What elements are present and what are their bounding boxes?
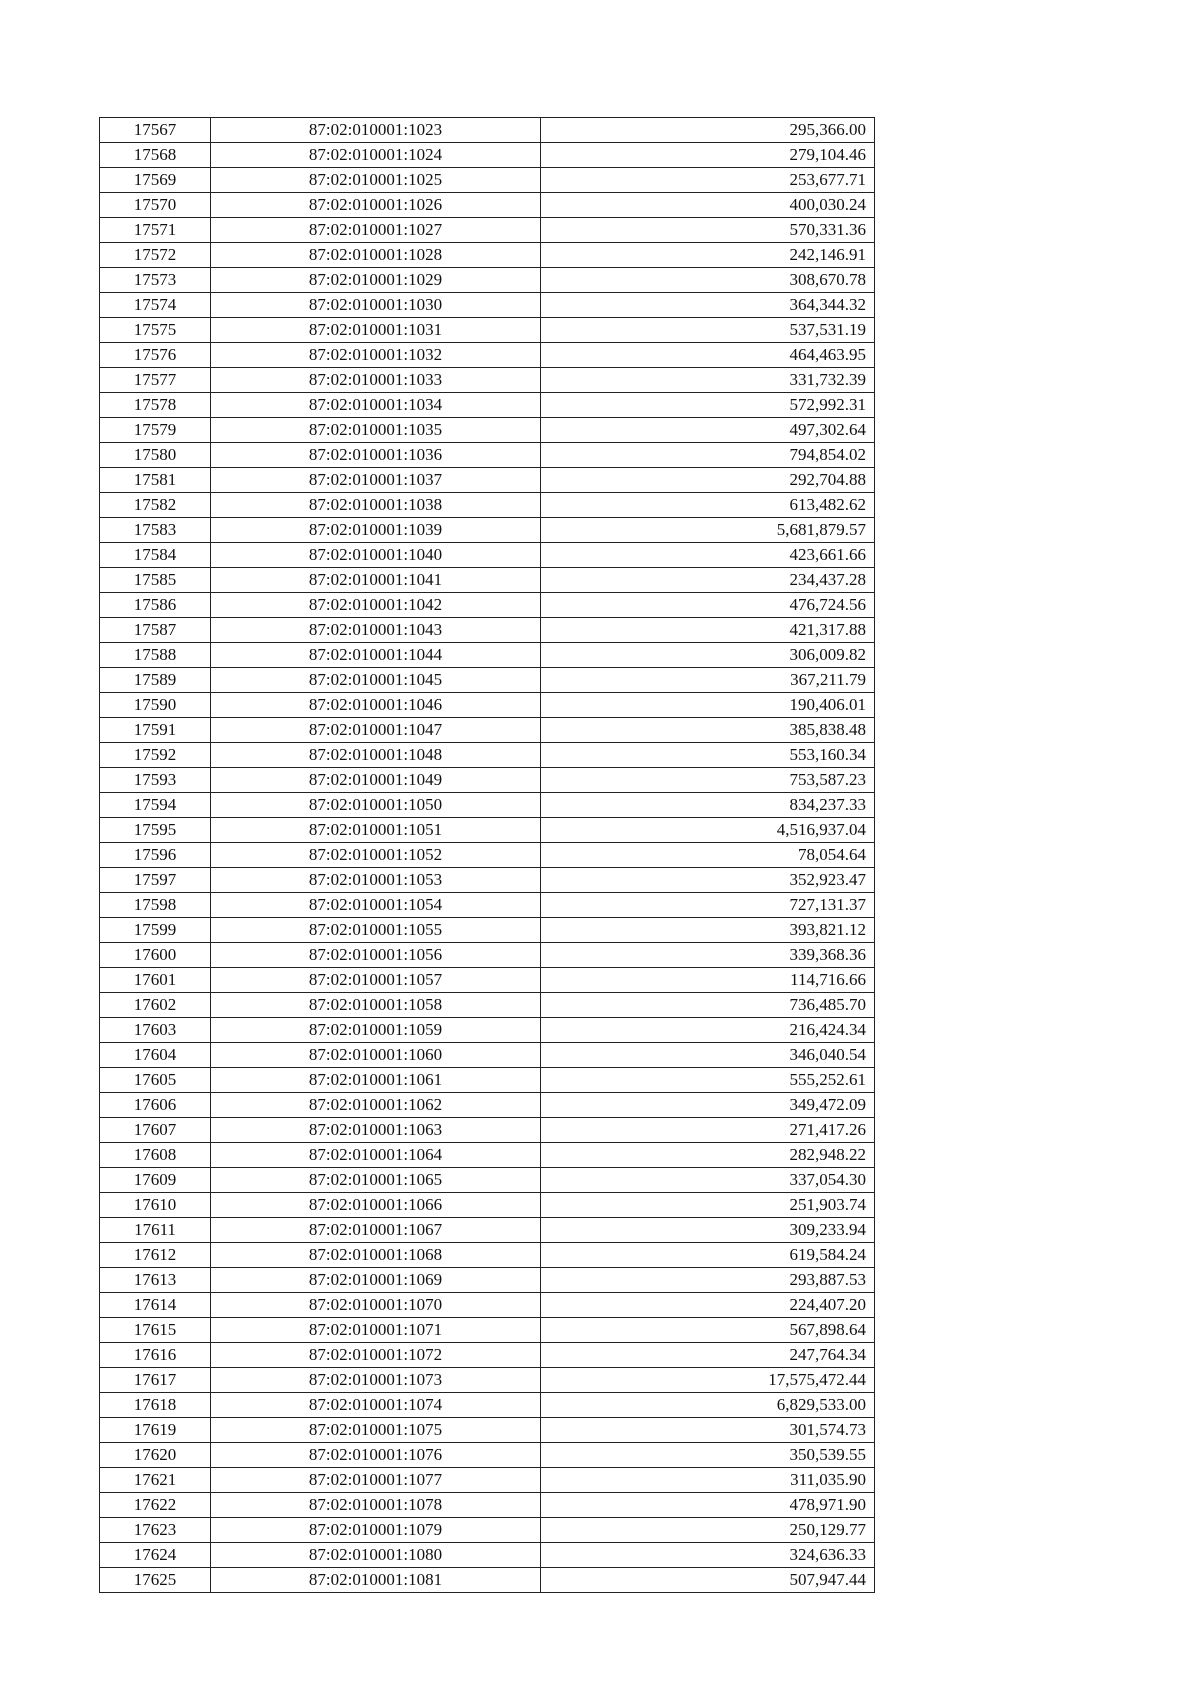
table-row [100,418,875,443]
cadastral-value-cell: 753,587.23 [541,768,875,793]
row-number-cell: 17578 [100,393,211,418]
table-row [100,868,875,893]
cadastral-number-cell: 87:02:010001:1059 [211,1018,541,1043]
table-row [100,443,875,468]
row-number-cell: 17611 [100,1218,211,1243]
row-number-cell: 17599 [100,918,211,943]
cadastral-value-cell: 367,211.79 [541,668,875,693]
table-row [100,1493,875,1518]
cadastral-number-cell: 87:02:010001:1033 [211,368,541,393]
cadastral-number-cell: 87:02:010001:1074 [211,1393,541,1418]
table-row [100,643,875,668]
cadastral-value-cell: 279,104.46 [541,143,875,168]
row-number-cell: 17570 [100,193,211,218]
table-row [100,318,875,343]
row-number-cell: 17614 [100,1293,211,1318]
row-number-cell: 17606 [100,1093,211,1118]
cadastral-value-cell: 216,424.34 [541,1018,875,1043]
cadastral-number-cell: 87:02:010001:1052 [211,843,541,868]
cadastral-number-cell: 87:02:010001:1054 [211,893,541,918]
cadastral-value-cell: 350,539.55 [541,1443,875,1468]
table-row [100,368,875,393]
cadastral-value-cell: 400,030.24 [541,193,875,218]
cadastral-number-cell: 87:02:010001:1041 [211,568,541,593]
cadastral-value-cell: 282,948.22 [541,1143,875,1168]
table-row [100,1018,875,1043]
cadastral-value-cell: 224,407.20 [541,1293,875,1318]
cadastral-value-cell: 253,677.71 [541,168,875,193]
table-row [100,1443,875,1468]
cadastral-number-cell: 87:02:010001:1030 [211,293,541,318]
row-number-cell: 17572 [100,243,211,268]
cadastral-number-cell: 87:02:010001:1076 [211,1443,541,1468]
table-row [100,1468,875,1493]
cadastral-number-cell: 87:02:010001:1067 [211,1218,541,1243]
row-number-cell: 17592 [100,743,211,768]
row-number-cell: 17620 [100,1443,211,1468]
row-number-cell: 17609 [100,1168,211,1193]
cadastral-number-cell: 87:02:010001:1034 [211,393,541,418]
row-number-cell: 17574 [100,293,211,318]
table-row [100,793,875,818]
table-row [100,243,875,268]
table-row [100,1268,875,1293]
cadastral-number-cell: 87:02:010001:1039 [211,518,541,543]
cadastral-number-cell: 87:02:010001:1062 [211,1093,541,1118]
cadastral-value-cell: 567,898.64 [541,1318,875,1343]
table-row [100,1218,875,1243]
table-row [100,593,875,618]
cadastral-value-cell: 306,009.82 [541,643,875,668]
row-number-cell: 17623 [100,1518,211,1543]
row-number-cell: 17600 [100,943,211,968]
row-number-cell: 17594 [100,793,211,818]
table-row [100,143,875,168]
row-number-cell: 17573 [100,268,211,293]
cadastral-value-cell: 613,482.62 [541,493,875,518]
cadastral-value-cell: 421,317.88 [541,618,875,643]
cadastral-number-cell: 87:02:010001:1031 [211,318,541,343]
cadastral-value-cell: 537,531.19 [541,318,875,343]
cadastral-value-cell: 572,992.31 [541,393,875,418]
table-row [100,493,875,518]
cadastral-number-cell: 87:02:010001:1027 [211,218,541,243]
cadastral-value-cell: 464,463.95 [541,343,875,368]
table-row [100,568,875,593]
cadastral-number-cell: 87:02:010001:1025 [211,168,541,193]
row-number-cell: 17585 [100,568,211,593]
cadastral-number-cell: 87:02:010001:1047 [211,718,541,743]
row-number-cell: 17586 [100,593,211,618]
row-number-cell: 17579 [100,418,211,443]
row-number-cell: 17608 [100,1143,211,1168]
table-row [100,1243,875,1268]
row-number-cell: 17593 [100,768,211,793]
row-number-cell: 17621 [100,1468,211,1493]
cadastral-value-cell: 251,903.74 [541,1193,875,1218]
table-row [100,543,875,568]
cadastral-number-cell: 87:02:010001:1050 [211,793,541,818]
row-number-cell: 17596 [100,843,211,868]
cadastral-value-cell: 4,516,937.04 [541,818,875,843]
table-row [100,693,875,718]
cadastral-number-cell: 87:02:010001:1075 [211,1418,541,1443]
cadastral-number-cell: 87:02:010001:1065 [211,1168,541,1193]
cadastral-number-cell: 87:02:010001:1072 [211,1343,541,1368]
cadastral-value-cell: 295,366.00 [541,118,875,143]
cadastral-number-cell: 87:02:010001:1061 [211,1068,541,1093]
cadastral-value-cell: 242,146.91 [541,243,875,268]
row-number-cell: 17615 [100,1318,211,1343]
row-number-cell: 17577 [100,368,211,393]
cadastral-value-cell: 619,584.24 [541,1243,875,1268]
row-number-cell: 17568 [100,143,211,168]
cadastral-number-cell: 87:02:010001:1081 [211,1568,541,1593]
cadastral-number-cell: 87:02:010001:1069 [211,1268,541,1293]
row-number-cell: 17617 [100,1368,211,1393]
cadastral-value-cell: 339,368.36 [541,943,875,968]
row-number-cell: 17576 [100,343,211,368]
cadastral-value-cell: 293,887.53 [541,1268,875,1293]
cadastral-value-cell: 834,237.33 [541,793,875,818]
cadastral-number-cell: 87:02:010001:1080 [211,1543,541,1568]
cadastral-value-cell: 555,252.61 [541,1068,875,1093]
table-row [100,343,875,368]
table-row [100,1343,875,1368]
cadastral-value-cell: 271,417.26 [541,1118,875,1143]
cadastral-value-cell: 553,160.34 [541,743,875,768]
cadastral-number-cell: 87:02:010001:1023 [211,118,541,143]
cadastral-value-cell: 234,437.28 [541,568,875,593]
cadastral-number-cell: 87:02:010001:1038 [211,493,541,518]
row-number-cell: 17582 [100,493,211,518]
row-number-cell: 17583 [100,518,211,543]
row-number-cell: 17575 [100,318,211,343]
cadastral-value-cell: 497,302.64 [541,418,875,443]
cadastral-value-cell: 346,040.54 [541,1043,875,1068]
table-row [100,468,875,493]
cadastral-number-cell: 87:02:010001:1035 [211,418,541,443]
row-number-cell: 17587 [100,618,211,643]
cadastral-number-cell: 87:02:010001:1024 [211,143,541,168]
cadastral-value-cell: 393,821.12 [541,918,875,943]
row-number-cell: 17624 [100,1543,211,1568]
table-row [100,943,875,968]
table-row [100,618,875,643]
cadastral-value-cell: 17,575,472.44 [541,1368,875,1393]
cadastral-value-cell: 385,838.48 [541,718,875,743]
cadastral-value-cell: 423,661.66 [541,543,875,568]
table-row [100,993,875,1018]
cadastral-number-cell: 87:02:010001:1068 [211,1243,541,1268]
table-row [100,893,875,918]
row-number-cell: 17613 [100,1268,211,1293]
cadastral-number-cell: 87:02:010001:1073 [211,1368,541,1393]
cadastral-value-cell: 337,054.30 [541,1168,875,1193]
row-number-cell: 17602 [100,993,211,1018]
cadastral-number-cell: 87:02:010001:1066 [211,1193,541,1218]
row-number-cell: 17612 [100,1243,211,1268]
table-row [100,118,875,143]
cadastral-value-cell: 78,054.64 [541,843,875,868]
table-body [100,118,875,1593]
cadastral-value-cell: 292,704.88 [541,468,875,493]
cadastral-number-cell: 87:02:010001:1046 [211,693,541,718]
cadastral-number-cell: 87:02:010001:1056 [211,943,541,968]
cadastral-number-cell: 87:02:010001:1078 [211,1493,541,1518]
table-row [100,1068,875,1093]
table-row [100,393,875,418]
table-row [100,1368,875,1393]
cadastral-value-cell: 247,764.34 [541,1343,875,1368]
cadastral-number-cell: 87:02:010001:1055 [211,918,541,943]
row-number-cell: 17589 [100,668,211,693]
table-row [100,918,875,943]
cadastral-number-cell: 87:02:010001:1060 [211,1043,541,1068]
cadastral-number-cell: 87:02:010001:1053 [211,868,541,893]
cadastral-value-cell: 507,947.44 [541,1568,875,1593]
cadastral-number-cell: 87:02:010001:1063 [211,1118,541,1143]
cadastral-value-table [99,117,875,1593]
table-row [100,168,875,193]
cadastral-value-cell: 190,406.01 [541,693,875,718]
row-number-cell: 17618 [100,1393,211,1418]
table-row [100,1318,875,1343]
table-row [100,1168,875,1193]
cadastral-number-cell: 87:02:010001:1032 [211,343,541,368]
cadastral-number-cell: 87:02:010001:1077 [211,1468,541,1493]
table-row [100,518,875,543]
cadastral-value-cell: 308,670.78 [541,268,875,293]
cadastral-value-cell: 301,574.73 [541,1418,875,1443]
row-number-cell: 17616 [100,1343,211,1368]
cadastral-number-cell: 87:02:010001:1026 [211,193,541,218]
cadastral-number-cell: 87:02:010001:1042 [211,593,541,618]
table-row [100,818,875,843]
cadastral-value-cell: 6,829,533.00 [541,1393,875,1418]
table-row [100,1543,875,1568]
row-number-cell: 17580 [100,443,211,468]
table-row [100,1193,875,1218]
cadastral-number-cell: 87:02:010001:1036 [211,443,541,468]
row-number-cell: 17588 [100,643,211,668]
cadastral-number-cell: 87:02:010001:1029 [211,268,541,293]
row-number-cell: 17569 [100,168,211,193]
cadastral-number-cell: 87:02:010001:1071 [211,1318,541,1343]
row-number-cell: 17581 [100,468,211,493]
cadastral-value-cell: 5,681,879.57 [541,518,875,543]
table-row [100,1393,875,1418]
row-number-cell: 17605 [100,1068,211,1093]
row-number-cell: 17619 [100,1418,211,1443]
cadastral-value-cell: 794,854.02 [541,443,875,468]
cadastral-value-cell: 570,331.36 [541,218,875,243]
cadastral-number-cell: 87:02:010001:1079 [211,1518,541,1543]
cadastral-value-cell: 478,971.90 [541,1493,875,1518]
cadastral-value-cell: 331,732.39 [541,368,875,393]
row-number-cell: 17567 [100,118,211,143]
table-row [100,768,875,793]
row-number-cell: 17590 [100,693,211,718]
cadastral-value-cell: 736,485.70 [541,993,875,1018]
table-row [100,218,875,243]
table-row [100,843,875,868]
cadastral-number-cell: 87:02:010001:1045 [211,668,541,693]
cadastral-value-cell: 324,636.33 [541,1543,875,1568]
cadastral-number-cell: 87:02:010001:1070 [211,1293,541,1318]
cadastral-number-cell: 87:02:010001:1040 [211,543,541,568]
table-row [100,1293,875,1318]
cadastral-number-cell: 87:02:010001:1051 [211,818,541,843]
table-row [100,1143,875,1168]
cadastral-number-cell: 87:02:010001:1048 [211,743,541,768]
cadastral-number-cell: 87:02:010001:1037 [211,468,541,493]
row-number-cell: 17584 [100,543,211,568]
cadastral-value-cell: 349,472.09 [541,1093,875,1118]
table-row [100,193,875,218]
row-number-cell: 17601 [100,968,211,993]
table-row [100,718,875,743]
cadastral-number-cell: 87:02:010001:1049 [211,768,541,793]
cadastral-number-cell: 87:02:010001:1057 [211,968,541,993]
row-number-cell: 17595 [100,818,211,843]
cadastral-value-cell: 309,233.94 [541,1218,875,1243]
cadastral-value-cell: 364,344.32 [541,293,875,318]
table-row [100,1518,875,1543]
cadastral-value-cell: 476,724.56 [541,593,875,618]
cadastral-number-cell: 87:02:010001:1028 [211,243,541,268]
row-number-cell: 17591 [100,718,211,743]
table-row [100,743,875,768]
cadastral-value-cell: 311,035.90 [541,1468,875,1493]
table-row [100,668,875,693]
cadastral-value-cell: 352,923.47 [541,868,875,893]
table-row [100,268,875,293]
cadastral-value-cell: 727,131.37 [541,893,875,918]
row-number-cell: 17604 [100,1043,211,1068]
table-row [100,1418,875,1443]
cadastral-number-cell: 87:02:010001:1058 [211,993,541,1018]
cadastral-value-cell: 250,129.77 [541,1518,875,1543]
row-number-cell: 17598 [100,893,211,918]
table-row [100,1043,875,1068]
cadastral-number-cell: 87:02:010001:1044 [211,643,541,668]
table-row [100,1118,875,1143]
row-number-cell: 17603 [100,1018,211,1043]
table-row [100,1568,875,1593]
row-number-cell: 17622 [100,1493,211,1518]
table-row [100,1093,875,1118]
row-number-cell: 17607 [100,1118,211,1143]
cadastral-number-cell: 87:02:010001:1064 [211,1143,541,1168]
row-number-cell: 17625 [100,1568,211,1593]
row-number-cell: 17571 [100,218,211,243]
row-number-cell: 17597 [100,868,211,893]
table-row [100,968,875,993]
row-number-cell: 17610 [100,1193,211,1218]
cadastral-number-cell: 87:02:010001:1043 [211,618,541,643]
table-row [100,293,875,318]
cadastral-value-cell: 114,716.66 [541,968,875,993]
